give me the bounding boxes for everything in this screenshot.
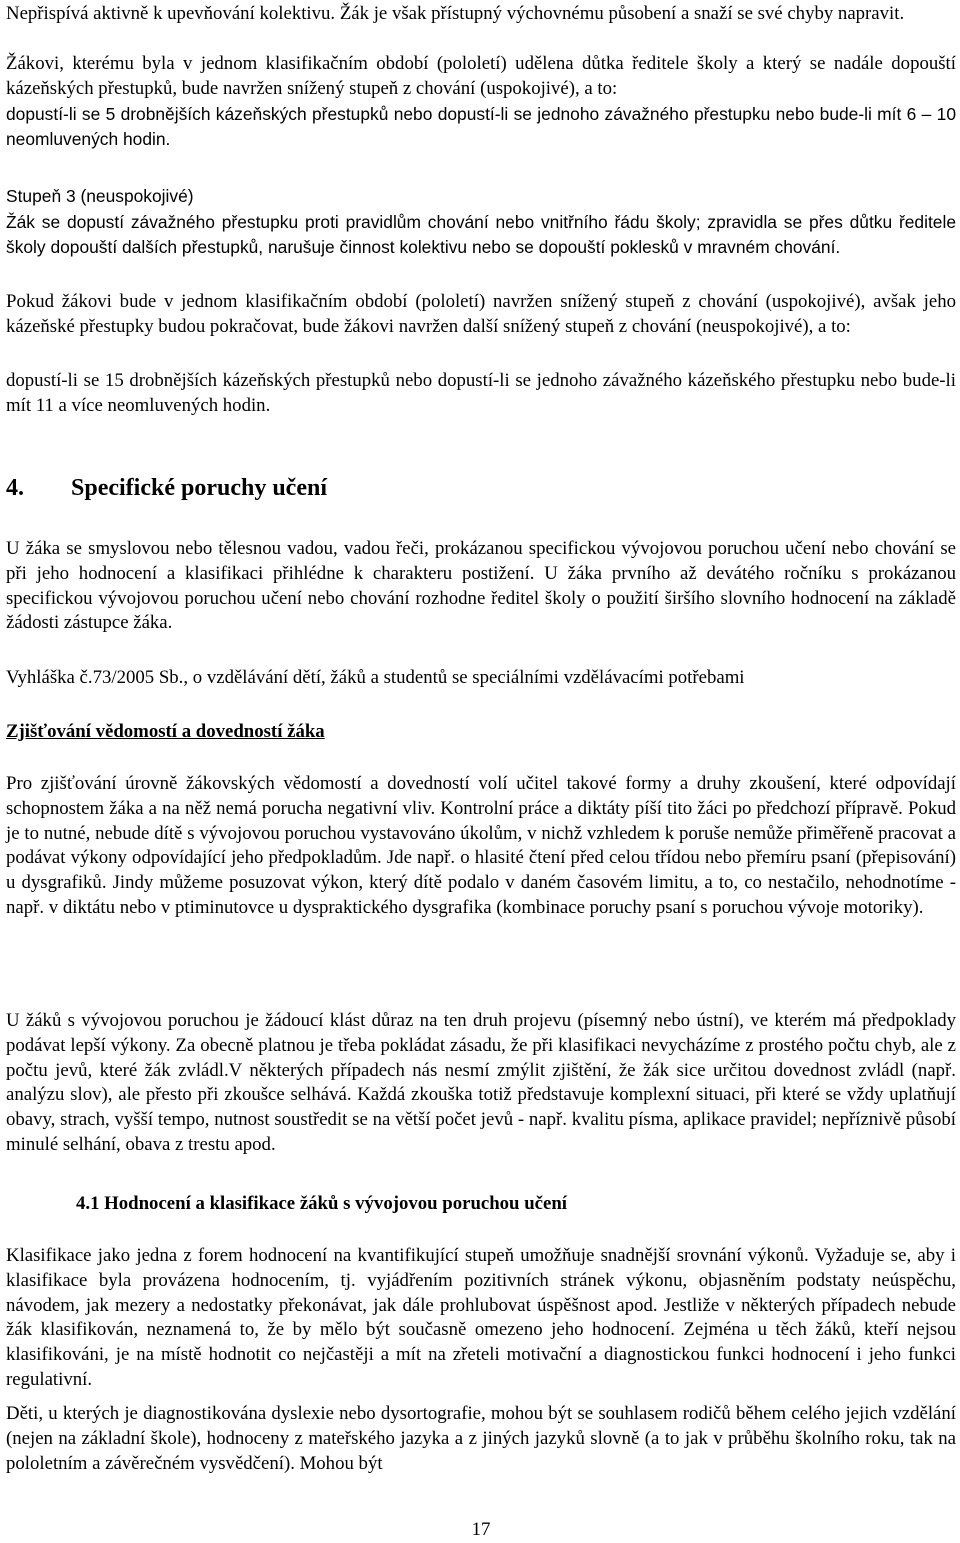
reduced-grade-intro: Žákovi, kterému byla v jednom klasifikačním období (pololetí) udělena důtka ředitele školy a který se nadále dopouští kázeňských přestupků, bude navržen snížený stupeň z chování (uspokojivé), a to: (6, 53, 956, 99)
reduced-grade-condition: dopustí-li se 5 drobnějších kázeňských přestupků nebo dopustí-li se jednoho závažného přestupku nebo bude-li mít 6 – 10 neomluvených hodin. (6, 104, 956, 149)
section-4-1-heading: 4.1 Hodnocení a klasifikace žáků s vývojovou poruchou učení (76, 1193, 567, 1214)
testing-paragraph-2: U žáků s vývojovou poruchou je žádoucí klást důraz na ten druh projevu (písemný nebo ústní), ve kterém má předpoklady podávat lepší výkony. Za obecně platnou je třeba pokládat zásadu, že při klasifikaci nevycházíme z prostého počtu chyb, ale z počtu jevů, které žák zvládl.V některých případech nás nesmí zmýlit zjištění, že žák sice určitou dovednost zvládl (např. analýzu slov), ale přesto při zkoušce selhává. Každá zkouška totiž představuje komplexní situaci, při které se vždy uplatňují obavy, strach, vyšší tempo, nutnost soustředit se na větší počet jevů - např. kvalitu písma, aplikace pravidel; nepříznivě působí minulé selhání, obava z trestu apod. (6, 1010, 956, 1155)
subheading-knowledge-testing: Zjišťování vědomostí a dovedností žáka (6, 721, 325, 742)
conduct-note: Nepřispívá aktivně k upevňování kolektivu. Žák je však přístupný výchovnému působení a snaží se své chyby napravit. (6, 3, 905, 24)
grade-3-further: Pokud žákovi bude v jednom klasifikačním období (pololetí) navržen snížený stupeň z chování (uspokojivé), avšak jeho kázeňské přestupky budou pokračovat, bude žákovi navržen další snížený stupeň z chování (neuspokojivé), a to: (6, 291, 956, 337)
section-4-number: 4. (6, 475, 24, 501)
testing-paragraph-1: Pro zjišťování úrovně žákovských vědomostí a dovedností volí učitel takové formy a druhy zkoušení, které odpovídají schopnostem žáka a na něž nemá porucha negativní vliv. Kontrolní práce a diktáty píší tito žáci po předchozí přípravě. Pokud je to nutné, nebude dítě s vývojovou poruchou vystavováno úkolům, v nichž vzhledem k poruše nemůže přiměřeně pracovat a podávat výkony odpovídající jeho předpokladům. Jde např. o hlasité čtení před celou třídou nebo přemíru psaní (přepisování) u dysgrafiků. Jindy můžeme posuzovat výkon, který dítě podalo v daném časovém limitu, a to, co nestačilo, nehodnotíme - např. v diktátu nebo v ptiminutovce u dyspraktického dysgrafika (kombinace poruchy psaní s poruchou vývoje motoriky). (6, 773, 956, 918)
regulation-reference: Vyhláška č.73/2005 Sb., o vzdělávání dětí, žáků a studentů se speciálními vzdělávacími potřebami (6, 667, 745, 688)
document-page (6, 0, 956, 1543)
classification-paragraph-2: Děti, u kterých je diagnostikována dyslexie nebo dysortografie, mohou být se souhlasem rodičů během celého jejich vzdělání (nejen na základní škole), hodnoceny z mateřského jazyka a z jiných jazyků slovně (a to jak v průběhu školního roku, tak na pololetním a závěrečném vysvědčení). Mohou být (6, 1403, 956, 1474)
grade-3-condition: dopustí-li se 15 drobnějších kázeňských přestupků nebo dopustí-li se jednoho závažného kázeňského přestupku nebo bude-li mít 11 a více neomluvených hodin. (6, 370, 956, 416)
classification-paragraph-1: Klasifikace jako jedna z forem hodnocení na kvantifikující stupeň umožňuje snadnější srovnání výkonů. Vyžaduje se, aby i klasifikace byla provázena hodnocením, tj. vyjádřením pozitivních stránek výkonu, objasněním podstaty neúspěchu, návodem, jak mezery a nedostatky překonávat, jak dále prohlubovat úspěšnost apod. Jestliže v některých případech nebude žák klasifikován, neznamená to, že by mělo být současně omezeno jeho hodnocení. Zejména u těch žáků, kteří nejsou klasifikováni, je na místě hodnotit co nejčastěji a mít na zřeteli motivační a diagnostickou funkci hodnocení i jeho funkci regulativní. (6, 1245, 956, 1390)
section-4-title: Specifické poruchy učení (71, 475, 327, 501)
grade-3-description: Žák se dopustí závažného přestupku proti pravidlům chování nebo vnitřního řádu školy; zpravidla se přes důtku ředitele školy dopouští dalších přestupků, narušuje činnost kolektivu nebo se dopouští poklesků v mravném chování. (6, 212, 956, 257)
grade-3-title: Stupeň 3 (neuspokojivé) (6, 186, 194, 206)
page-number: 17 (471, 1519, 491, 1540)
section-4-intro: U žáka se smyslovou nebo tělesnou vadou, vadou řeči, prokázanou specifickou vývojovou poruchou učení nebo chování se při jeho hodnocení a klasifikaci přihlédne k charakteru postižení. U žáka prvního až devátého ročníku s prokázanou specifickou vývojovou poruchou učení nebo chování rozhodne ředitel školy o použití širšího slovního hodnocení na základě žádosti zástupce žáka. (6, 538, 956, 634)
section-4-heading (6, 474, 327, 502)
